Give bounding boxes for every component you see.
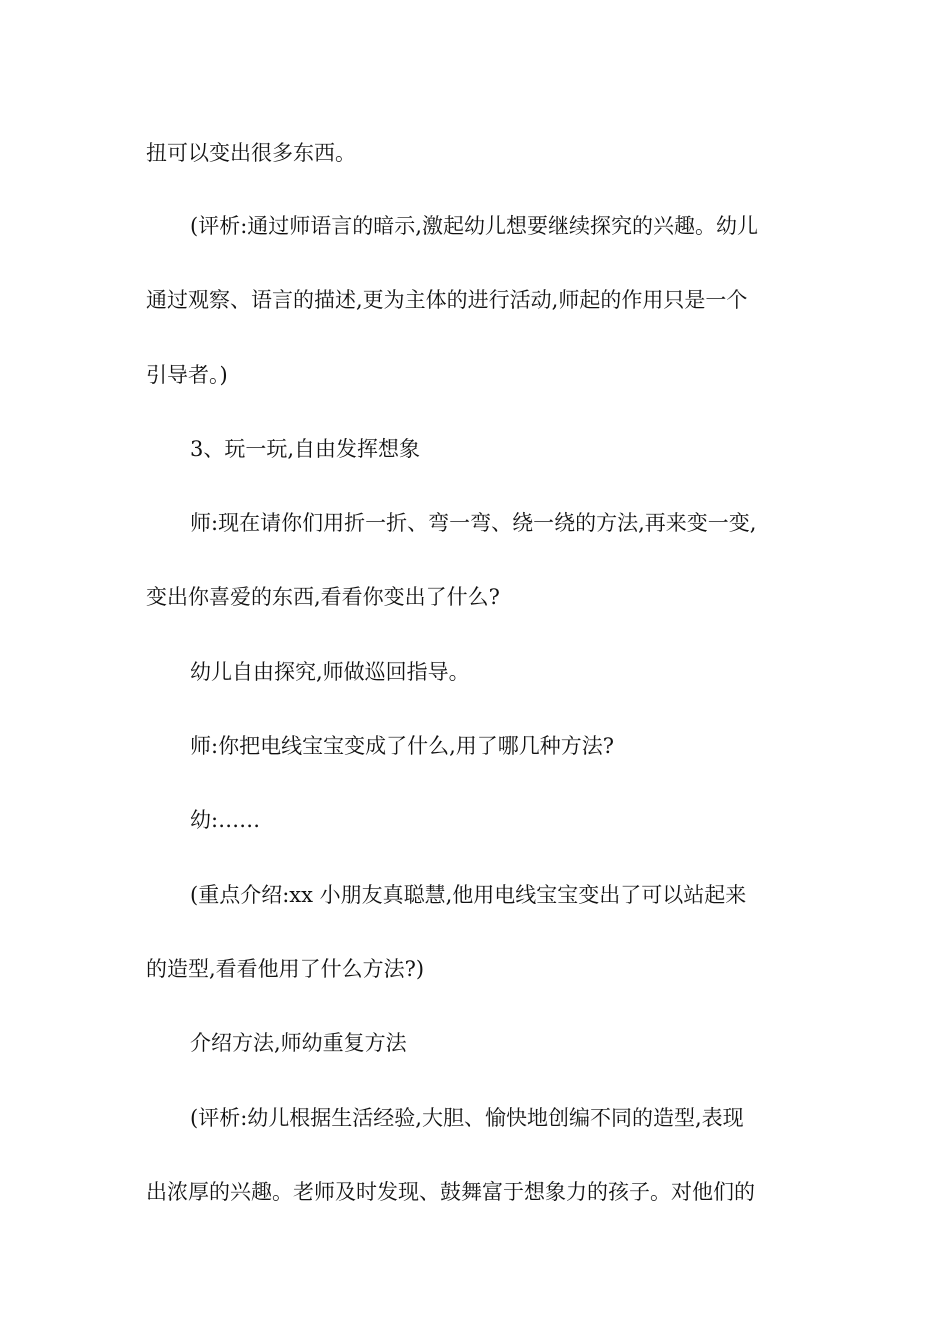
text-line: (重点介绍:xx 小朋友真聪慧,他用电线宝宝变出了可以站起来	[190, 883, 747, 907]
text-line: 幼儿自由探究,师做巡回指导。	[190, 660, 470, 684]
text-line: 出浓厚的兴趣。老师及时发现、鼓舞富于想象力的孩子。对他们的	[146, 1180, 755, 1204]
text-line: 师:你把电线宝宝变成了什么,用了哪几种方法?	[190, 734, 615, 758]
text-line: (评析:通过师语言的暗示,激起幼儿想要继续探究的兴趣。幼儿	[190, 214, 758, 238]
text-line: (评析:幼儿根据生活经验,大胆、愉快地创编不同的造型,表现	[190, 1106, 744, 1130]
text-line: 幼:……	[190, 808, 261, 832]
section-heading: 3、玩一玩,自由发挥想象	[190, 437, 421, 461]
text-line: 变出你喜爱的东西,看看你变出了什么?	[146, 585, 500, 609]
text-line: 介绍方法,师幼重复方法	[190, 1031, 407, 1055]
text-line: 扭可以变出很多东西。	[146, 141, 356, 165]
text-line: 的造型,看看他用了什么方法?)	[146, 957, 425, 981]
text-line: 引导者。)	[146, 363, 228, 387]
text-line: 通过观察、语言的描述,更为主体的进行活动,师起的作用只是一个	[146, 288, 748, 312]
text-line: 师:现在请你们用折一折、弯一弯、绕一绕的方法,再来变一变,	[190, 511, 757, 535]
